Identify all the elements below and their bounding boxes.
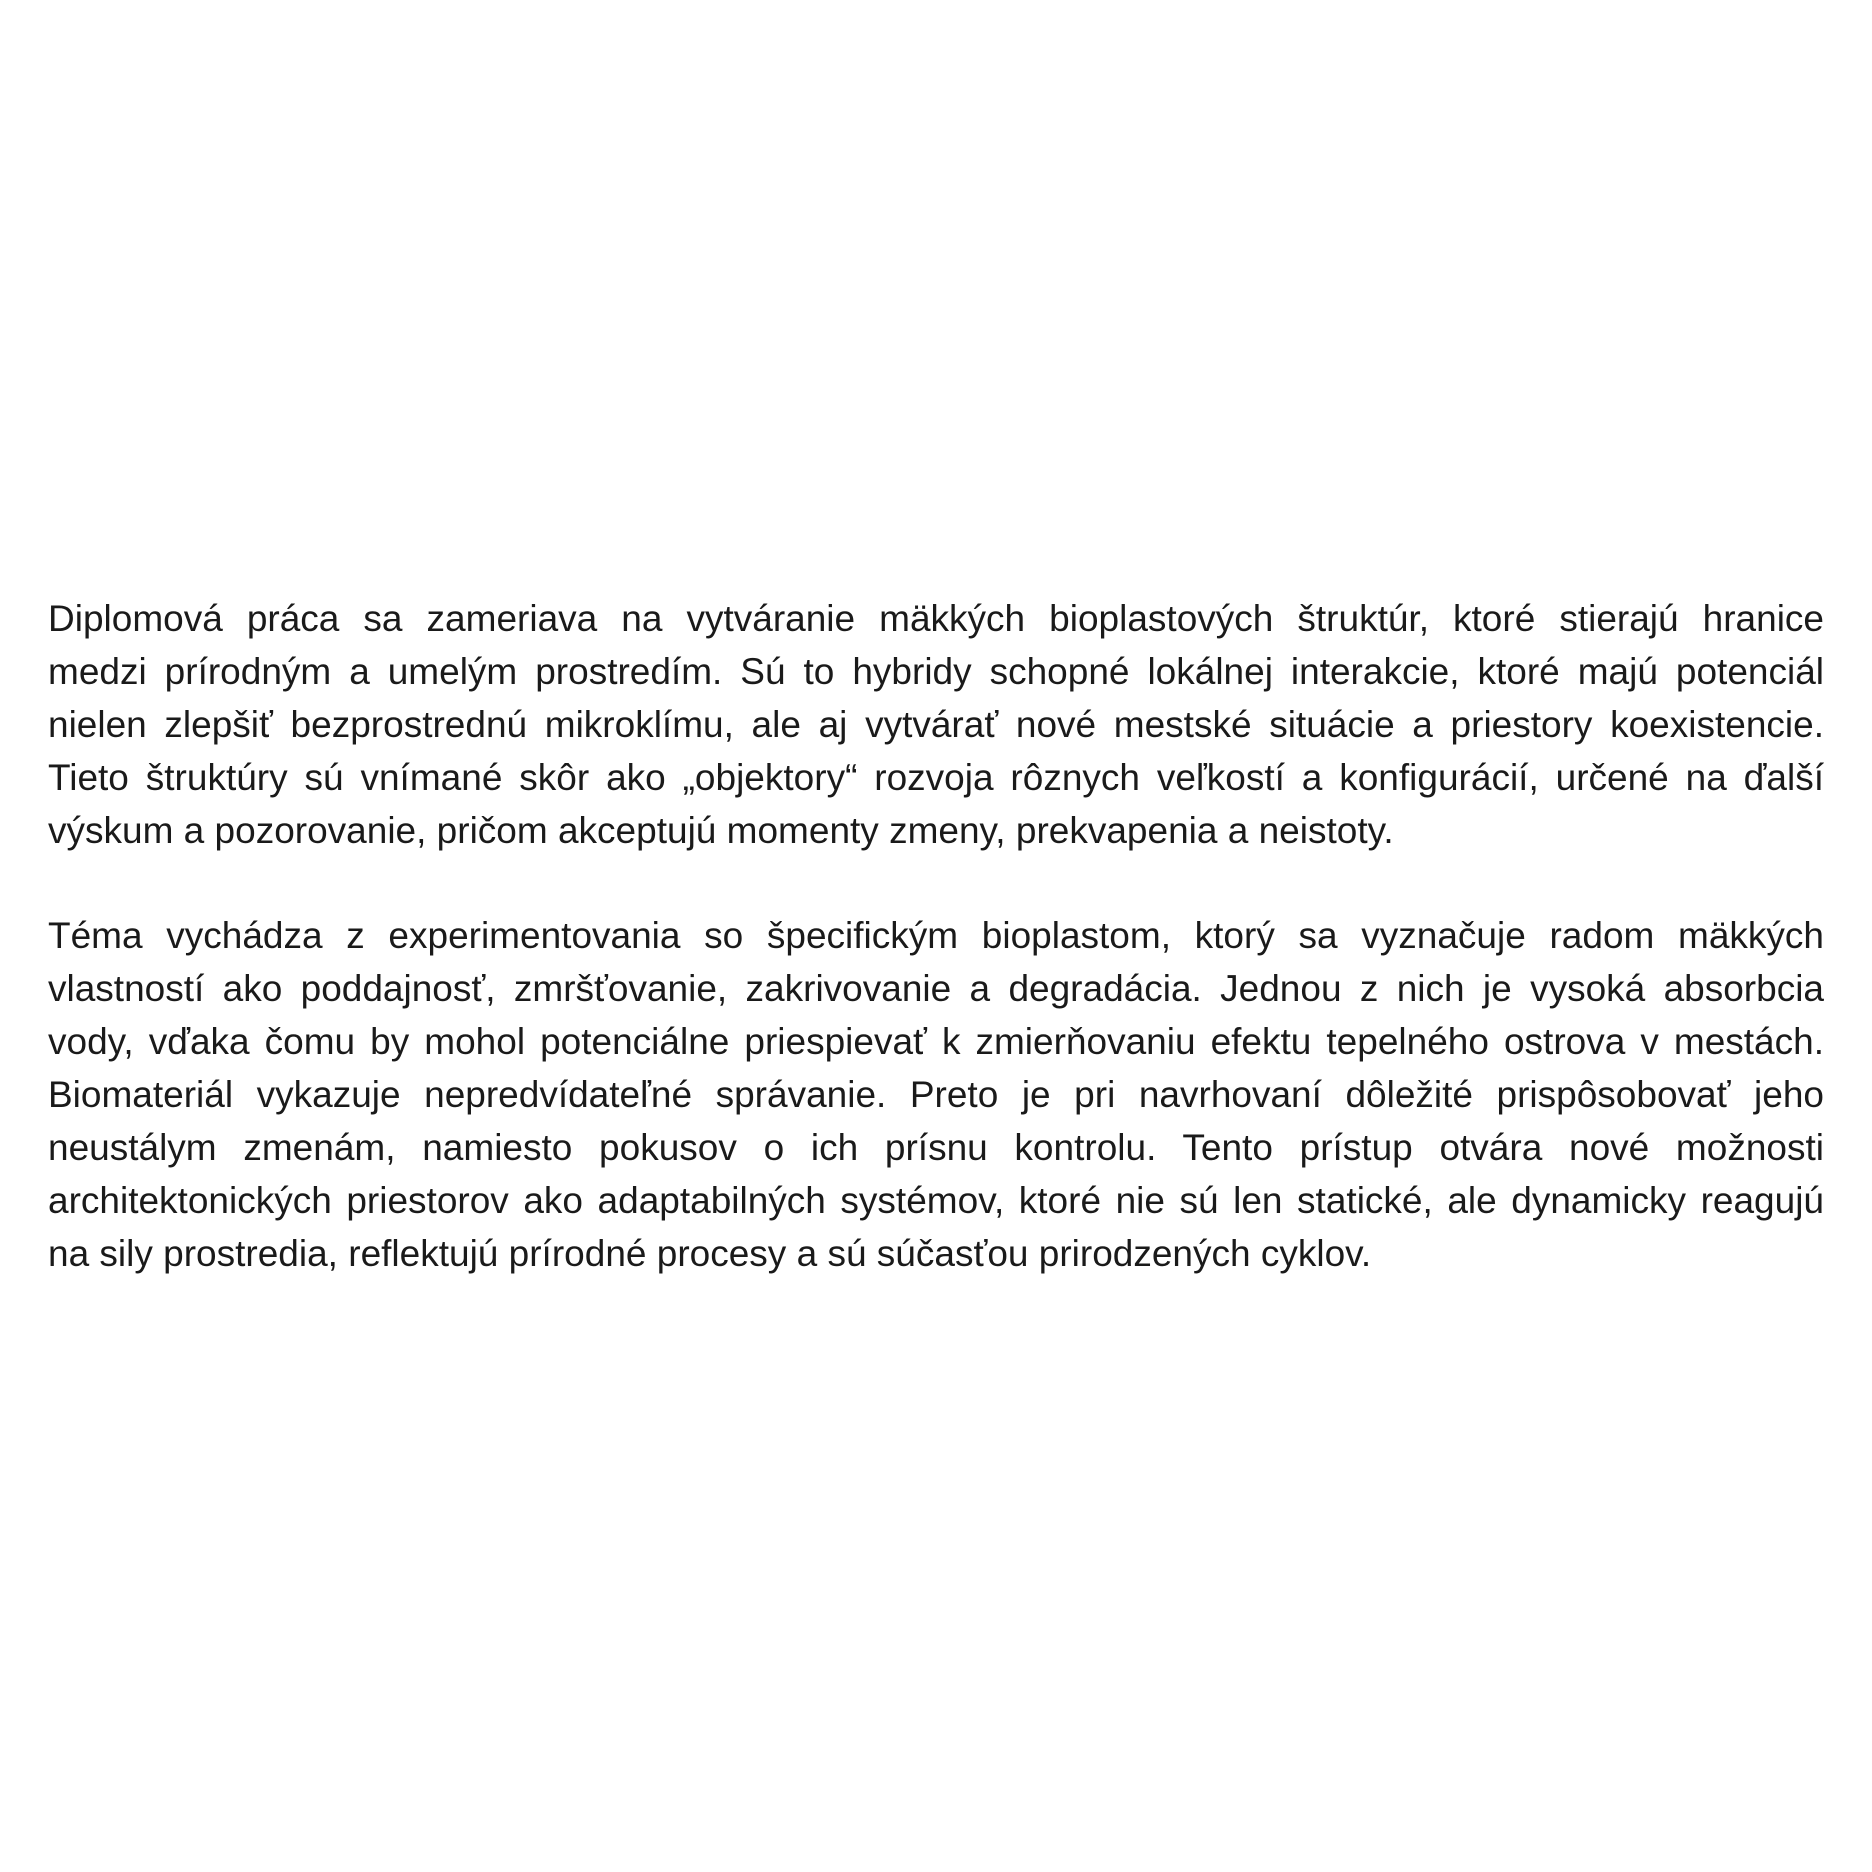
paragraph-line: vody, vďaka čomu by mohol potenciálne priespievať k zmierňovaniu efektu tepelného ostrova v mestách. — [48, 1021, 1824, 1062]
paragraph-line: neustálym zmenám, namiesto pokusov o ich prísnu kontrolu. Tento prístup otvára nové možnosti — [48, 1127, 1824, 1168]
paragraph-line: architektonických priestorov ako adaptabilných systémov, ktoré nie sú len statické, ale dynamicky reagujú — [48, 1180, 1824, 1221]
paragraph-line: nielen zlepšiť bezprostrednú mikroklímu, ale aj vytvárať nové mestské situácie a priestory koexistencie. — [48, 704, 1824, 745]
paragraph-line: Diplomová práca sa zameriava na vytváranie mäkkých bioplastových štruktúr, ktoré stierajú hranice — [48, 598, 1824, 639]
paragraph-line: Tieto štruktúry sú vnímané skôr ako „objektory“ rozvoja rôznych veľkostí a konfigurácií, určené na ďalší — [48, 757, 1824, 798]
body-text — [48, 592, 1824, 1280]
paragraph-line: výskum a pozorovanie, pričom akceptujú momenty zmeny, prekvapenia a neistoty. — [48, 810, 1394, 851]
paragraph-1 — [48, 592, 1824, 857]
paragraph-gap — [48, 857, 1824, 909]
paragraph-line: medzi prírodným a umelým prostredím. Sú to hybridy schopné lokálnej interakcie, ktoré majú potenciál — [48, 651, 1824, 692]
paragraph-line: Biomateriál vykazuje nepredvídateľné správanie. Preto je pri navrhovaní dôležité prispôsobovať jeho — [48, 1074, 1824, 1115]
paragraph-line: na sily prostredia, reflektujú prírodné procesy a sú súčasťou prirodzených cyklov. — [48, 1233, 1372, 1274]
paragraph-2 — [48, 909, 1824, 1280]
paragraph-line: vlastností ako poddajnosť, zmršťovanie, zakrivovanie a degradácia. Jednou z nich je vysoká absorbcia — [48, 968, 1824, 1009]
paragraph-line: Téma vychádza z experimentovania so špecifickým bioplastom, ktorý sa vyznačuje radom mäkkých — [48, 915, 1824, 956]
